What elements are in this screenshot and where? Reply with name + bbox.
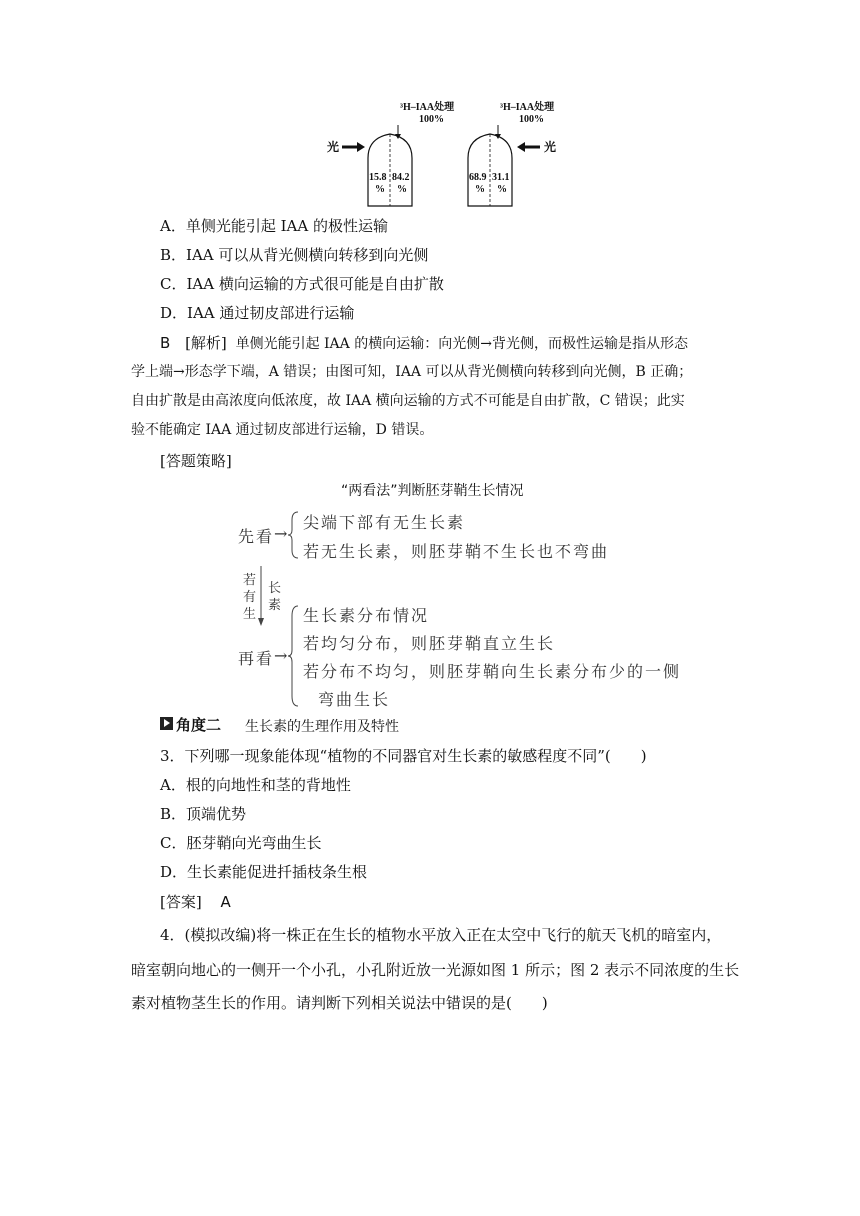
right-treatment-label: ³H–IAA处理: [500, 102, 555, 113]
second-look-brace: [288, 604, 300, 708]
q3-option-d: D．生长素能促进扦插枝条生根: [160, 863, 368, 881]
q2-analysis-line3: 自由扩散是由高浓度向低浓度，故 IAA 横向运输的方式不可能是自由扩散，C 错误；此实: [131, 393, 685, 409]
right-pct-backlit: %: [497, 184, 507, 195]
q4-source: (模拟改编): [184, 926, 257, 944]
left-treatment-label: ³H–IAA处理: [400, 102, 455, 113]
q4-line2: 暗室朝向地心的一侧开一个小孔，小孔附近放一光源如图 1 所示；图 2 表示不同浓度的生长: [131, 961, 740, 979]
q3-answer-letter: A: [220, 893, 231, 911]
first-look-arrow: →: [274, 524, 290, 543]
right-treatment-percent: 100%: [519, 114, 544, 125]
q3-option-c: C．胚芽鞘向光弯曲生长: [160, 834, 322, 852]
first-look-label: 先看: [238, 527, 275, 546]
q2-answer-letter: B: [160, 334, 171, 352]
down-arrow-right-label: 长素: [268, 581, 282, 613]
strategy-title: “两看法”判断胚芽鞘生长情况: [341, 483, 524, 499]
second-look-item2: 若均匀分布，则胚芽鞘直立生长: [303, 634, 556, 653]
left-light-label: 光: [327, 140, 340, 154]
section2-angle: 角度二: [176, 716, 222, 734]
q4-number: 4．: [160, 926, 185, 944]
q2-analysis-line4: 验不能确定 IAA 通过韧皮部进行运输，D 错误。: [131, 422, 434, 438]
right-value-backlit: 31.1: [492, 172, 510, 183]
first-look-item2: 若无生长素，则胚芽鞘不生长也不弯曲: [303, 542, 610, 561]
q3-option-b: B．顶端优势: [160, 805, 247, 823]
q2-option-a: A．单侧光能引起 IAA 的极性运输: [160, 217, 388, 235]
left-value-lit: 84.2: [392, 172, 410, 183]
iaa-transport-diagram: [310, 96, 590, 212]
left-coleoptile: [327, 100, 455, 206]
right-light-arrow-head: [517, 142, 525, 152]
q3-answer-tag: [答案]: [160, 893, 202, 911]
left-value-backlit: 15.8: [369, 172, 387, 183]
q3-stem: 3．下列哪一现象能体现“植物的不同器官对生长素的敏感程度不同”( ): [160, 747, 647, 765]
q4-text1: 将一株正在生长的植物水平放入正在太空中飞行的航天飞机的暗室内，: [256, 926, 722, 944]
q2-analysis-line1: [160, 333, 688, 354]
second-look-arrow: →: [274, 646, 290, 665]
second-look-item4: 弯曲生长: [318, 690, 391, 709]
first-look-brace: [288, 510, 300, 560]
left-light-arrow-head: [357, 142, 365, 152]
q4-line3: 素对植物茎生长的作用。请判断下列相关说法中错误的是( ): [131, 994, 548, 1012]
left-pct-backlit: %: [375, 184, 385, 195]
second-look-item3: 若分布不均匀，则胚芽鞘向生长素分布少的一侧: [303, 662, 682, 681]
q3-option-a: A．根的向地性和茎的背地性: [160, 776, 351, 794]
q3-answer: [160, 892, 231, 912]
first-look-item1: 尖端下部有无生长素: [303, 513, 466, 532]
q2-option-c: C．IAA 横向运输的方式很可能是自由扩散: [160, 275, 444, 293]
q2-analysis-line2: 学上端→形态学下端，A 错误；由图可知，IAA 可以从背光侧横向转移到向光侧，B 正确；: [131, 364, 693, 380]
strategy-heading: [答题策略]: [160, 452, 232, 470]
down-arrow-left-label: 若有生: [243, 573, 257, 622]
right-value-lit: 68.9: [469, 172, 487, 183]
right-coleoptile: [468, 100, 556, 206]
q2-option-b: B．IAA 可以从背光侧横向转移到向光侧: [160, 246, 429, 264]
right-light-label: 光: [544, 140, 557, 154]
down-arrow: [256, 566, 266, 628]
second-look-label: 再看: [238, 649, 275, 668]
q2-option-d: D．IAA 通过韧皮部进行运输: [160, 304, 355, 322]
left-pct-lit: %: [397, 184, 407, 195]
second-look-item1: 生长素分布情况: [303, 606, 430, 625]
left-treatment-percent: 100%: [419, 114, 444, 125]
q2-analysis-tag: [解析]: [185, 334, 227, 352]
section2-title: 生长素的生理作用及特性: [245, 719, 399, 735]
right-pct-lit: %: [475, 184, 485, 195]
section-marker-icon: [160, 717, 173, 730]
q2-analysis-text1: 单侧光能引起 IAA 的横向运输：向光侧→背光侧，而极性运输是指从形态: [235, 336, 688, 352]
q4-line1: [160, 925, 721, 945]
